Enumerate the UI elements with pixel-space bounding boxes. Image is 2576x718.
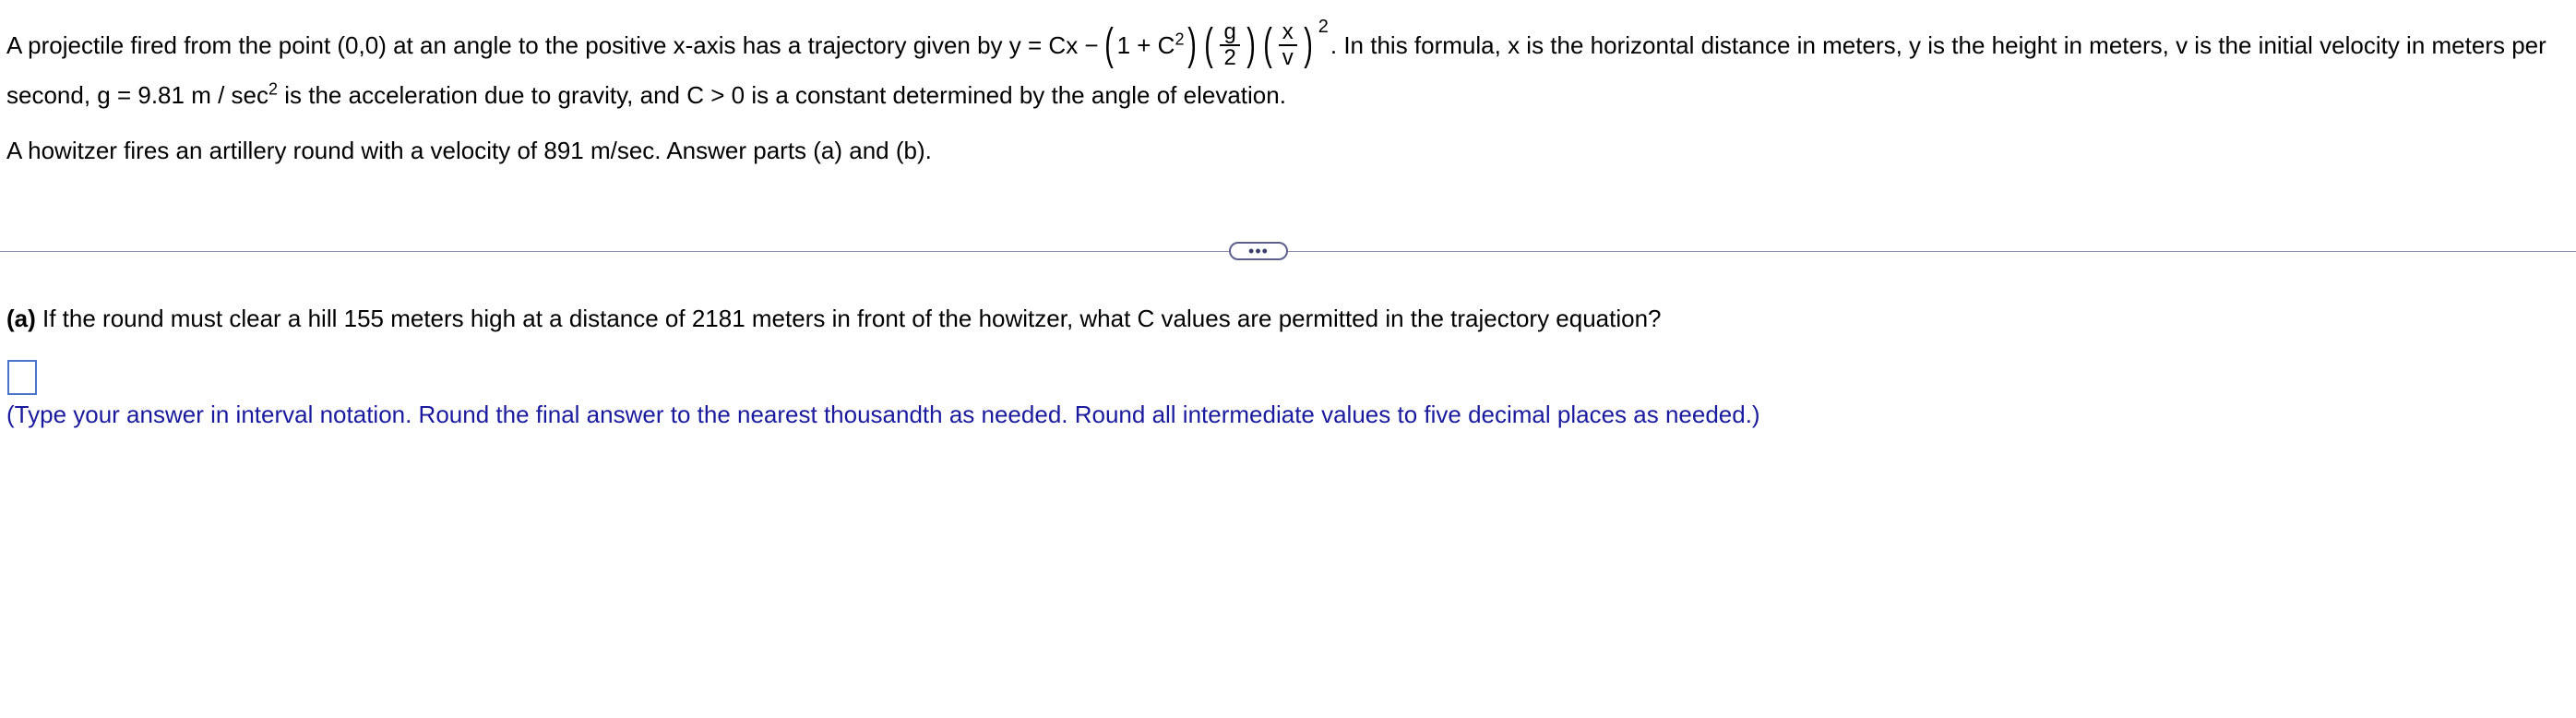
problem-howitzer-line: A howitzer fires an artillery round with a velocity of 891 m/sec. Answer parts (a) and (b). bbox=[6, 137, 932, 164]
close-paren: ) bbox=[1303, 20, 1313, 69]
outer-exponent: 2 bbox=[1318, 17, 1329, 37]
section-divider bbox=[0, 251, 2576, 252]
intro-prefix: A projectile fired from the point (0,0) at an angle to the positive x-axis has a trajectory given by y = Cx − bbox=[6, 31, 1099, 59]
close-paren: ) bbox=[1246, 20, 1256, 69]
problem-intro-line bbox=[6, 17, 2546, 70]
open-paren: ( bbox=[1103, 20, 1114, 69]
intro-suffix: . In this formula, x is the horizontal distance in meters, y is the height in meters, v is the initial velocity in meters per bbox=[1330, 31, 2546, 59]
expand-more-button[interactable]: ••• bbox=[1229, 242, 1288, 260]
fraction-g-over-2: $\frac{g}{2}$ bbox=[1220, 20, 1239, 70]
problem-gravity-line: second, g = 9.81 m / $\sec^2$ is the acceleration due to gravity, and C > 0 is a constant determined by the angle of elevation. bbox=[6, 79, 1286, 109]
answer-hint: (Type your answer in interval notation. Round the final answer to the nearest thousandth as needed. Round all intermediate values to five decimal places as needed.) bbox=[6, 401, 1760, 428]
close-paren: ) bbox=[1187, 20, 1198, 69]
gravity-exponent: 2 bbox=[268, 79, 279, 99]
part-a-label: (a) bbox=[6, 305, 36, 332]
part-a-question bbox=[6, 303, 1662, 334]
answer-input[interactable] bbox=[7, 360, 37, 395]
fraction-x-over-v: $\frac{x}{v}$ bbox=[1279, 20, 1297, 70]
open-paren: ( bbox=[1204, 20, 1214, 69]
formula-one-plus-c: $1 + C^2$ bbox=[1116, 30, 1185, 59]
part-a-text: If the round must clear a hill 155 meters high at a distance of 2181 meters in front of the howitzer, what C values are permitted in the trajectory equation? bbox=[35, 305, 1662, 332]
open-paren: ( bbox=[1262, 20, 1272, 69]
trajectory-formula bbox=[1101, 17, 1329, 70]
